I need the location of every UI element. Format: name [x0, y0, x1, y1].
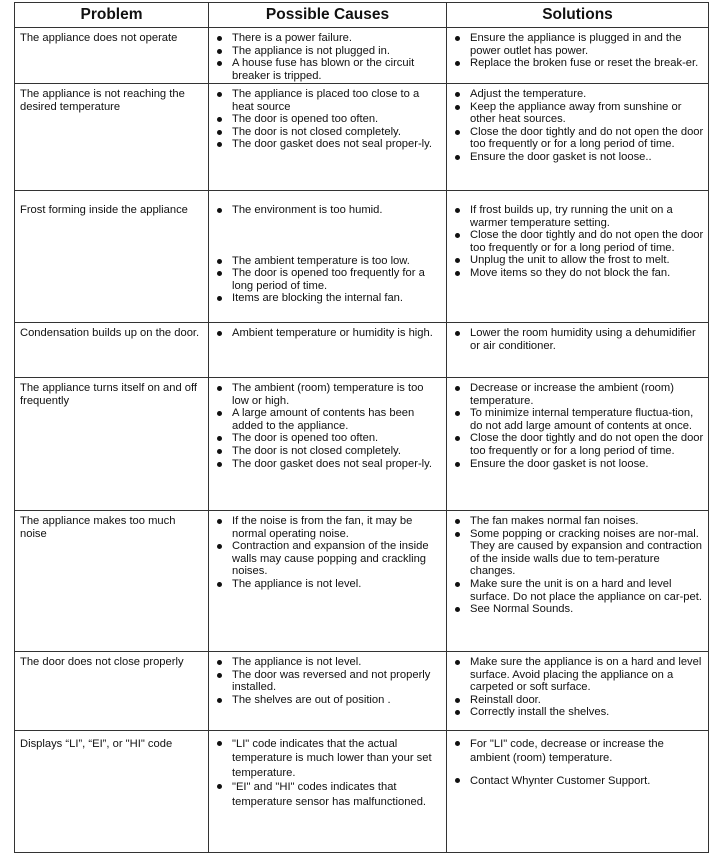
solution-item: Ensure the door gasket is not loose. — [452, 458, 705, 471]
solution-item: Decrease or increase the ambient (room) temperature. — [452, 382, 705, 407]
solution-item: Adjust the temperature. — [452, 88, 705, 101]
cause-item: Ambient temperature or humidity is high. — [214, 327, 443, 340]
cause-item: "LI" code indicates that the actual temperature is much lower than your set temperature. — [214, 737, 443, 780]
solution-item: Close the door tightly and do not open the door too frequently or for a long period of time. — [452, 126, 705, 151]
problem-cell: The appliance is not reaching the desired temperature — [15, 84, 209, 191]
solutions-cell — [447, 378, 709, 511]
solution-item: Close the door tightly and do not open the door too frequently or for a long period of time. — [452, 432, 705, 457]
cause-item: The door is opened too frequently for a long period of time. — [214, 267, 443, 292]
table-row — [15, 191, 709, 323]
solution-item: Correctly install the shelves. — [452, 706, 705, 719]
solutions-cell — [447, 28, 709, 84]
problem-cell: The door does not close properly — [15, 652, 209, 731]
causes-cell — [209, 731, 447, 853]
table-row — [15, 511, 709, 652]
cause-item: The ambient temperature is too low. — [214, 255, 443, 268]
troubleshooting-table — [14, 2, 709, 853]
causes-cell — [209, 323, 447, 378]
cause-item: The appliance is placed too close to a heat source — [214, 88, 443, 113]
solutions-cell — [447, 511, 709, 652]
header-causes: Possible Causes — [209, 3, 447, 28]
solution-item: Ensure the appliance is plugged in and the power outlet has power. — [452, 32, 705, 57]
causes-cell — [209, 652, 447, 731]
solution-item: Contact Whynter Customer Support. — [452, 774, 705, 788]
problem-cell: The appliance turns itself on and off frequently — [15, 378, 209, 511]
cause-item: The door is not closed completely. — [214, 126, 443, 139]
table-row — [15, 28, 709, 84]
cause-item: The door is opened too often. — [214, 432, 443, 445]
cause-item: The door is not closed completely. — [214, 445, 443, 458]
header-row — [15, 3, 709, 28]
solutions-cell — [447, 323, 709, 378]
solution-item: Reinstall door. — [452, 694, 705, 707]
solution-item: Close the door tightly and do not open the door too frequently or for a long period of time. — [452, 229, 705, 254]
cause-item: The ambient (room) temperature is too low or high. — [214, 382, 443, 407]
problem-cell: Frost forming inside the appliance — [15, 191, 209, 323]
solution-item: Lower the room humidity using a dehumidifier or air conditioner. — [452, 327, 705, 352]
causes-cell — [209, 28, 447, 84]
solution-item: Unplug the unit to allow the frost to melt. — [452, 254, 705, 267]
solution-item: Make sure the unit is on a hard and level surface. Do not place the appliance on car-pet. — [452, 578, 705, 603]
cause-item: A house fuse has blown or the circuit breaker is tripped. — [214, 57, 443, 82]
solution-item: Move items so they do not block the fan. — [452, 267, 705, 280]
causes-cell — [209, 84, 447, 191]
causes-cell — [209, 378, 447, 511]
cause-item: A large amount of contents has been added to the appliance. — [214, 407, 443, 432]
table-row — [15, 323, 709, 378]
solution-item: Some popping or cracking noises are nor-mal. They are caused by expansion and contraction of the inside walls due to tem-perature changes. — [452, 528, 705, 578]
cause-item: The appliance is not plugged in. — [214, 45, 443, 58]
cause-item: The appliance is not level. — [214, 656, 443, 669]
table-row — [15, 84, 709, 191]
problem-cell: The appliance makes too much noise — [15, 511, 209, 652]
cause-item: Contraction and expansion of the inside walls may cause popping and crackling noises. — [214, 540, 443, 578]
solution-item: Make sure the appliance is on a hard and level surface. Avoid placing the appliance on a carpeted or soft surface. — [452, 656, 705, 694]
cause-item: The door gasket does not seal proper-ly. — [214, 138, 443, 151]
problem-cell: Condensation builds up on the door. — [15, 323, 209, 378]
cause-item: The environment is too humid. — [214, 204, 443, 217]
solution-item: The fan makes normal fan noises. — [452, 515, 705, 528]
causes-cell — [209, 191, 447, 323]
problem-cell: Displays “LI”, “EI”, or "HI" code — [15, 731, 209, 853]
cause-item: There is a power failure. — [214, 32, 443, 45]
cause-item: The door was reversed and not properly installed. — [214, 669, 443, 694]
cause-item: Items are blocking the internal fan. — [214, 292, 443, 305]
table-row — [15, 652, 709, 731]
solutions-cell — [447, 652, 709, 731]
solution-item: For "LI" code, decrease or increase the ambient (room) temperature. — [452, 737, 705, 766]
solution-item: If frost builds up, try running the unit on a warmer temperature setting. — [452, 204, 705, 229]
solutions-cell — [447, 191, 709, 323]
cause-item: "EI" and "HI" codes indicates that temperature sensor has malfunctioned. — [214, 780, 443, 809]
solution-item: Ensure the door gasket is not loose.. — [452, 151, 705, 164]
solution-item: To minimize internal temperature fluctua-tion, do not add large amount of contents at once. — [452, 407, 705, 432]
solutions-cell — [447, 84, 709, 191]
problem-cell: The appliance does not operate — [15, 28, 209, 84]
table-row — [15, 378, 709, 511]
solution-item: Replace the broken fuse or reset the break-er. — [452, 57, 705, 70]
solution-item: Keep the appliance away from sunshine or other heat sources. — [452, 101, 705, 126]
solution-item: See Normal Sounds. — [452, 603, 705, 616]
cause-item: The door gasket does not seal proper-ly. — [214, 458, 443, 471]
header-solutions: Solutions — [447, 3, 709, 28]
cause-item: The door is opened too often. — [214, 113, 443, 126]
table-row — [15, 731, 709, 853]
cause-item: If the noise is from the fan, it may be normal operating noise. — [214, 515, 443, 540]
solutions-cell — [447, 731, 709, 853]
causes-cell — [209, 511, 447, 652]
header-problem: Problem — [15, 3, 209, 28]
cause-item: The shelves are out of position . — [214, 694, 443, 707]
cause-item: The appliance is not level. — [214, 578, 443, 591]
